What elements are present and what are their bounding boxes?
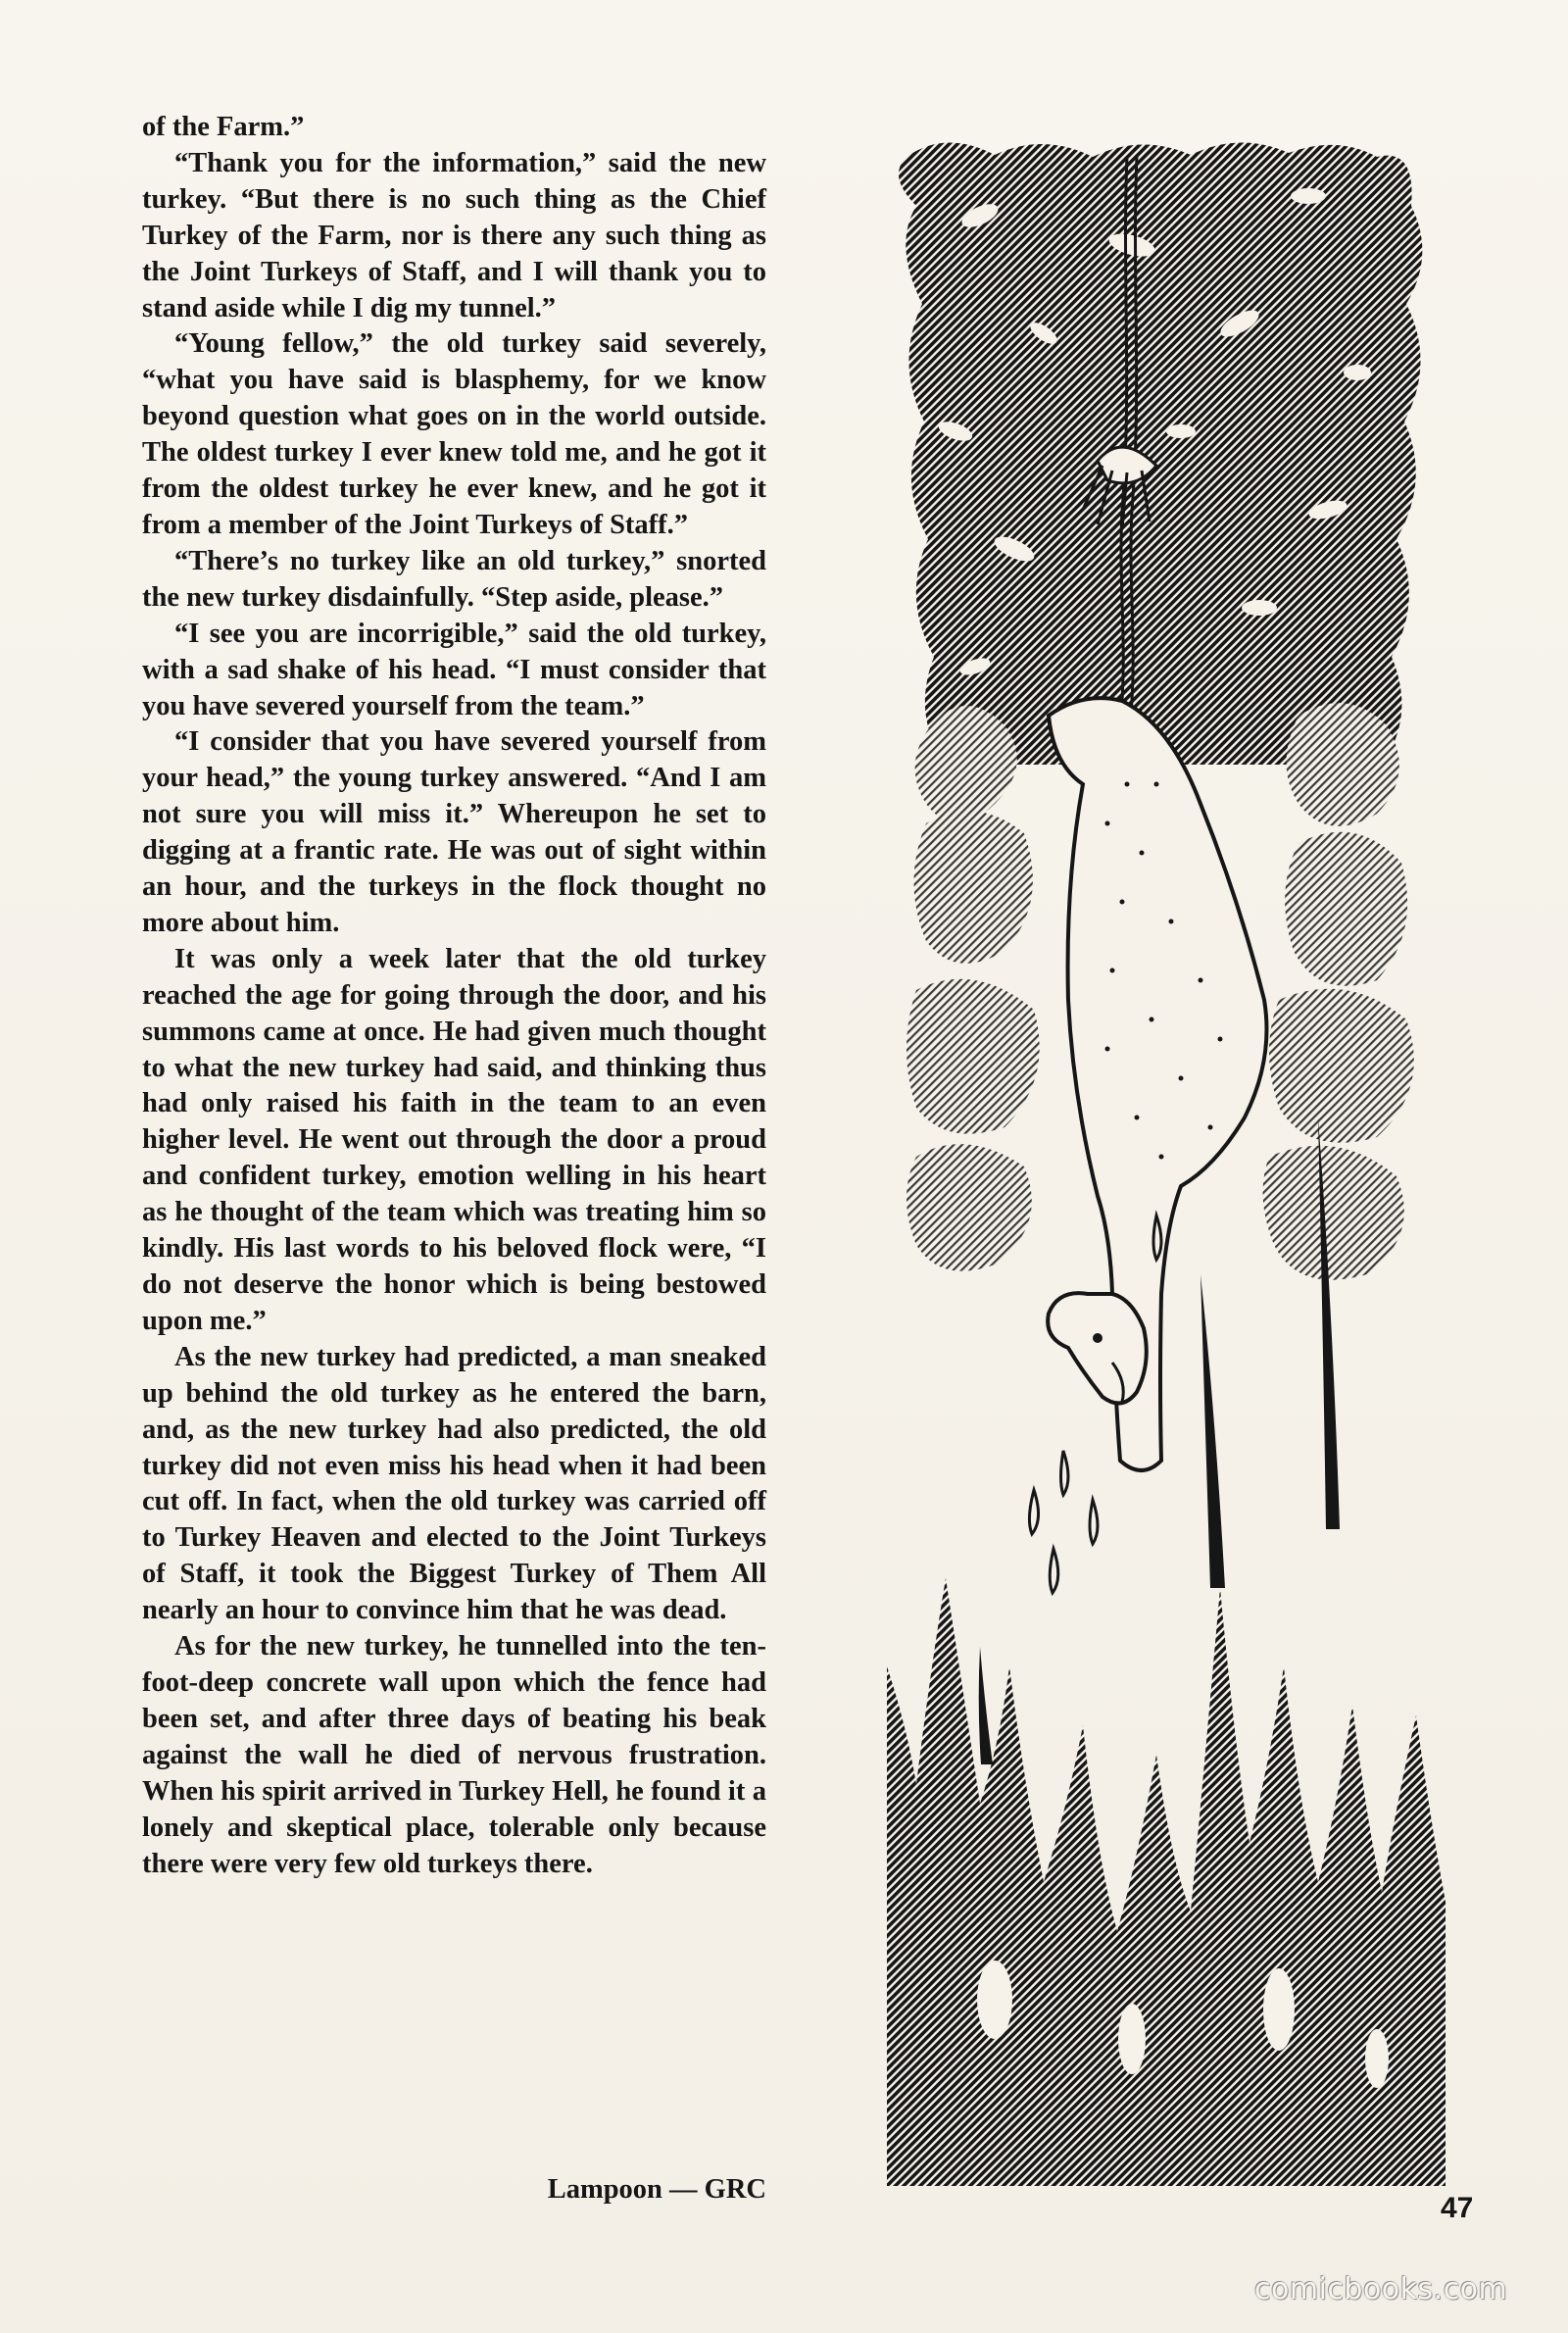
- article-byline: Lampoon — GRC: [547, 2174, 766, 2205]
- article-paragraph: As the new turkey had predicted, a man sneaked up behind the old turkey as he entered the barn, and, as the new turkey had also predicted, the old turkey did not even miss his head when it had been cut off. In fact, when the old turkey was carried off to Turkey Heaven and elected to the Joint Turkeys of Staff, it took the Biggest Turkey of Them All nearly an hour to convince him that he was dead.: [142, 1341, 766, 1626]
- hanging-turkey-illustration: [887, 137, 1446, 2186]
- page-number: 47: [1441, 2192, 1474, 2224]
- article-paragraph: “Young fellow,” the old turkey said severely, “what you have said is blasphemy, for we know beyond question what goes on in the world outside. The oldest turkey I ever knew told me, and he got it from the oldest turkey he ever knew, and he got it from a member of the Joint Turkeys of Staff.”: [142, 328, 766, 540]
- article-text-column: [142, 110, 766, 1882]
- article-paragraph: It was only a week later that the old turkey reached the age for going through the door, and his summons came at once. He had given much thought to what the new turkey had said, and thinking thus had only raised his faith in the team to an even higher level. He went out through the door a proud and confident turkey, emotion welling in his heart as he thought of the team which was treating him so kindly. His last words to his beloved flock were, “I do not deserve the honor which is being bestowed upon me.”: [142, 943, 766, 1336]
- article-paragraph: “There’s no turkey like an old turkey,” snorted the new turkey disdainfully. “Step aside, please.”: [142, 545, 766, 613]
- article-paragraph: “I consider that you have severed yourself from your head,” the young turkey answered. “And I am not sure you will miss it.” Whereupon he set to digging at a frantic rate. He was out of sight within an hour, and the turkeys in the flock thought no more about him.: [142, 726, 766, 938]
- article-paragraph: As for the new turkey, he tunnelled into the ten-foot-deep concrete wall upon which the fence had been set, and after three days of beating his beak against the wall he died of nervous frustration. When his spirit arrived in Turkey Hell, he found it a lonely and skeptical place, tolerable only because there were very few old turkeys there.: [142, 1631, 766, 1879]
- turkey-body: [1048, 698, 1266, 1470]
- article-paragraph: “Thank you for the information,” said the new turkey. “But there is no such thing as the Chief Turkey of the Farm, nor is there any such thing as the Joint Turkeys of Staff, and I will thank you to stand aside while I dig my tunnel.”: [142, 147, 766, 323]
- flames: [887, 1117, 1446, 2186]
- article-paragraph: “I see you are incorrigible,” said the old turkey, with a sad shake of his head. “I must consider that you have severed yourself from the team.”: [142, 618, 766, 721]
- article-paragraph: of the Farm.”: [142, 112, 305, 142]
- site-watermark: comicbooks.com: [1254, 2272, 1508, 2307]
